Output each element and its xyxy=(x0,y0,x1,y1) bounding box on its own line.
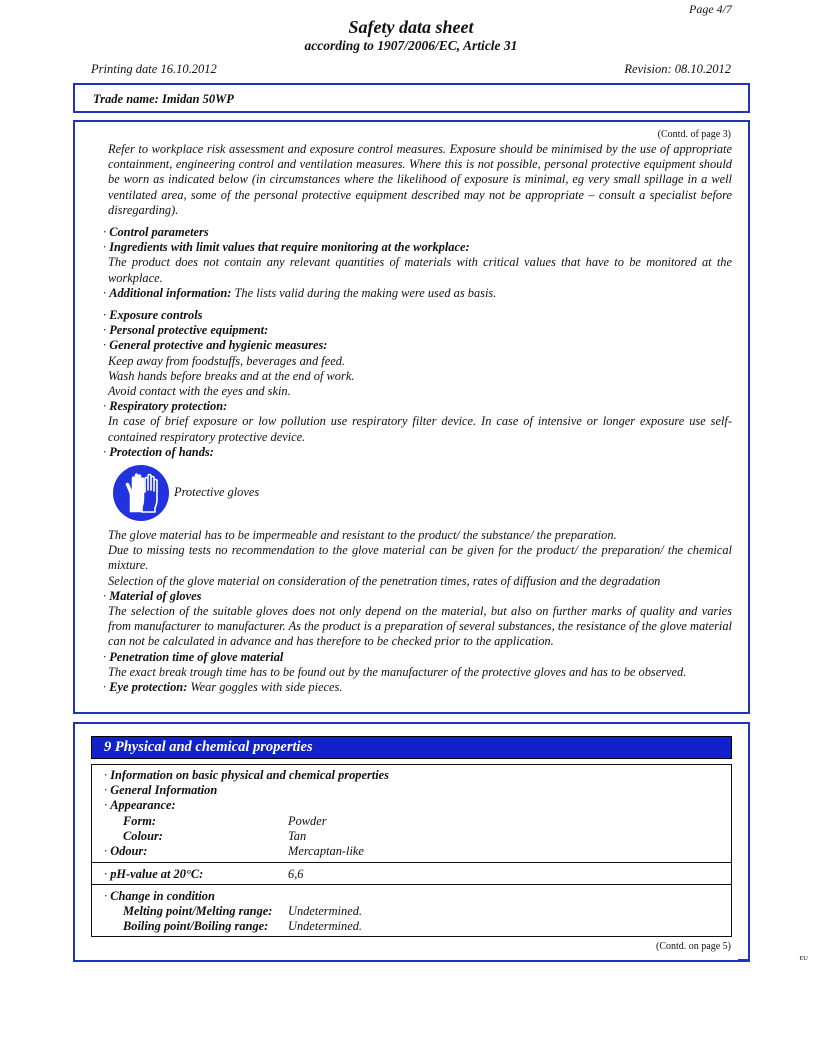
glove-material-1: The glove material has to be impermeable and resistant to the product/ the substance/ the preparation. xyxy=(108,528,617,542)
control-parameters-heading: · Control parameters xyxy=(103,225,209,240)
form-label: Form: xyxy=(123,814,157,828)
respiratory-text: In case of brief exposure or low pollution use respiratory filter device. In case of intensive or longer exposure use self-contained respiratory protective device. xyxy=(108,414,732,444)
ingredients-text: The product does not contain any relevant quantities of materials with critical values that have to be monitored at the workplace. xyxy=(108,255,732,285)
colour-value: Tan xyxy=(288,829,307,843)
section-9-title: 9 Physical and chemical properties xyxy=(104,739,313,755)
region-code: EU xyxy=(799,955,808,962)
intro-paragraph: Refer to workplace risk assessment and exposure control measures. Exposure should be minimised by the use of appropriate containment, engineering control and ventilation measures. Where this is not possible, personal protective equipment should be worn as indicated below (in circumstances where the likelihood of exposure is minimal, eg very small spillage in a well ventilated area, some of the personal protective equipment described may not be appropriate – consult a specialist before disregarding). xyxy=(108,142,732,217)
trade-name-box xyxy=(73,83,750,113)
respiratory-heading: · Respiratory protection: xyxy=(103,399,228,414)
boiling-value: Undetermined. xyxy=(288,919,362,933)
penetration-heading: · Penetration time of glove material xyxy=(103,649,284,664)
section-8-content xyxy=(103,142,732,460)
footer-line xyxy=(738,959,748,960)
boiling-label: Boiling point/Boiling range: xyxy=(123,919,269,933)
exposure-controls-heading: · Exposure controls xyxy=(103,308,203,323)
general-measure-1: Keep away from foodstuffs, beverages and feed. xyxy=(108,353,345,368)
general-info-heading: · General Information xyxy=(104,783,218,797)
melting-label: Melting point/Melting range: xyxy=(123,904,273,918)
glove-material-2: Due to missing tests no recommendation to the glove material can be given for the product/ the preparation/ the chemical mixture. xyxy=(108,543,732,573)
additional-info: · Additional information: The lists valid during the making were used as basis. xyxy=(103,285,497,300)
ingredients-heading: · Ingredients with limit values that require monitoring at the workplace: xyxy=(103,240,470,255)
document-title: Safety data sheet xyxy=(348,17,474,37)
general-measure-3: Avoid contact with the eyes and skin. xyxy=(108,384,291,399)
general-measures-heading: · General protective and hygienic measures: xyxy=(103,338,328,353)
ph-label: · pH-value at 20°C: xyxy=(104,867,204,881)
colour-label: Colour: xyxy=(123,829,163,843)
glove-icon xyxy=(113,465,169,521)
document-subtitle: according to 1907/2006/EC, Article 31 xyxy=(304,38,518,53)
general-measure-2: Wash hands before breaks and at the end of work. xyxy=(108,368,355,383)
section-9-header xyxy=(91,736,732,759)
material-gloves-heading: · Material of gloves xyxy=(103,588,202,603)
glove-details xyxy=(103,528,732,695)
glove-label: Protective gloves xyxy=(174,485,260,499)
info-basic-heading: · Information on basic physical and chemical properties xyxy=(104,768,390,782)
ph-value: 6,6 xyxy=(288,867,304,881)
trade-name: Trade name: Imidan 50WP xyxy=(93,92,234,106)
change-condition-heading: · Change in condition xyxy=(104,889,215,903)
odour-value: Mercaptan-like xyxy=(288,844,364,858)
hands-heading: · Protection of hands: xyxy=(103,444,214,459)
contd-on-note: (Contd. on page 5) xyxy=(656,941,731,952)
revision-date: Revision: 08.10.2012 xyxy=(624,62,731,76)
odour-label: · Odour: xyxy=(104,844,148,858)
eye-protection: · Eye protection: Wear goggles with side pieces. xyxy=(103,680,343,695)
page-number: Page 4/7 xyxy=(689,2,732,16)
contd-from-note: (Contd. of page 3) xyxy=(657,129,731,140)
melting-value: Undetermined. xyxy=(288,904,362,918)
glove-pictogram xyxy=(113,465,413,521)
ppe-heading: · Personal protective equipment: xyxy=(103,323,269,338)
penetration-text: The exact break trough time has to be found out by the manufacturer of the protective gloves and has to be observed. xyxy=(108,664,687,679)
material-gloves-text: The selection of the suitable gloves does not only depend on the material, but also on further marks of quality and varies from manufacturer to manufacturer. As the product is a preparation of several substances, the resistance of the glove material can not be calculated in advance and has therefore to be checked prior to the application. xyxy=(108,604,732,649)
form-value: Powder xyxy=(288,814,327,828)
appearance-heading: · Appearance: xyxy=(104,798,176,812)
printing-date: Printing date 16.10.2012 xyxy=(91,62,217,76)
glove-material-3: Selection of the glove material on consideration of the penetration times, rates of diffusion and the degradation xyxy=(108,573,661,588)
